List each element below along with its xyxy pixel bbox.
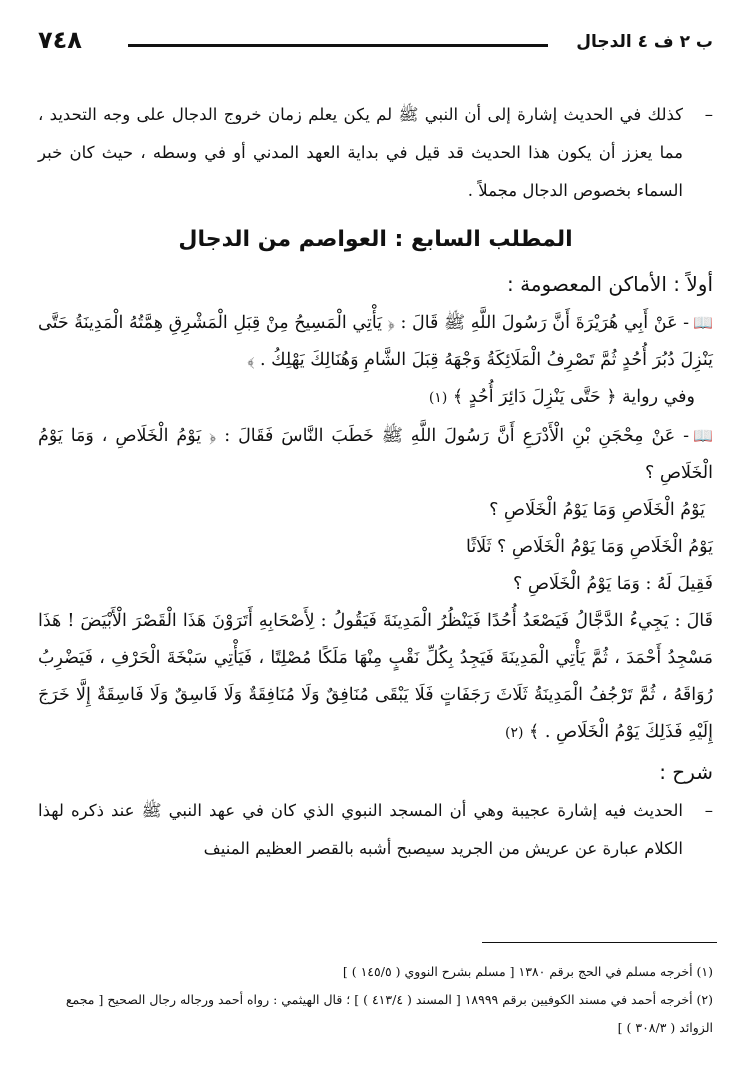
hadith-2-line-4: فَقِيلَ لَهُ : وَمَا يَوْمُ الْخَلَاصِ ؟ xyxy=(512,574,713,594)
subheading-explanation: شرح : xyxy=(659,760,713,784)
hadith-2 xyxy=(38,417,713,492)
page-number: ٧٤٨ xyxy=(38,26,82,54)
footnotes xyxy=(38,958,713,1042)
bullet-dash: – xyxy=(704,801,713,820)
hadith-2-opening: - عَنْ مِحْجَنِ بْنِ الْأَدْرَعِ أَنَّ رَسُولَ اللَّهِ ﷺ خَطَبَ النَّاسَ فَقَالَ : ﴿ يَوْمُ الْخَلَاصِ ، وَمَا يَوْمُ الْخَلَاصِ ؟ xyxy=(38,426,713,483)
footnote-ref-1: (١) xyxy=(428,390,448,406)
page-header xyxy=(38,26,713,66)
hadith-2-closing-paragraph xyxy=(38,603,713,752)
intro-paragraph xyxy=(38,96,713,210)
hadith-1 xyxy=(38,304,713,379)
book-icon: 📖 xyxy=(693,426,713,445)
explanation-text: الحديث فيه إشارة عجيبة وهي أن المسجد النبوي الذي كان في عهد النبي ﷺ عند ذكره لهذا الكلام عبارة عن عريش من الجريد سيصبح أشبه بالقصر العظيم المنيف xyxy=(38,801,683,858)
footnote-2: (٢) أخرجه أحمد في مسند الكوفيين برقم ١٨٩٩٩ [ المسند ( ٤١٣/٤ ) ] ؛ قال الهيثمي : رواه أحمد ورجاله رجال الصحيح [ مجمع الزوائد ( ٣٠٨/٣ ) ] xyxy=(65,992,713,1035)
subheading-places: أولاً : الأماكن المعصومة : xyxy=(506,272,713,296)
running-title: ب ٢ ف ٤ الدجال xyxy=(576,32,713,52)
footnote-1: (١) أخرجه مسلم في الحج برقم ١٣٨٠ [ مسلم بشرح النووي ( ١٤٥/٥ ) ] xyxy=(342,964,713,979)
footnote-separator xyxy=(482,942,717,943)
main-text xyxy=(38,96,713,868)
intro-text: كذلك في الحديث إشارة إلى أن النبي ﷺ لم يكن يعلم زمان خروج الدجال على وجه التحديد ، مما يعزز أن يكون هذا الحديث قد قيل في بداية العهد المدني أو في وسطه ، حيث كان خبر السماء بخصوص الدجال مجملاً . xyxy=(38,105,683,200)
hadith-1-variant-line xyxy=(38,379,713,417)
hadith-2-line-3: يَوْمُ الْخَلَاصِ وَمَا يَوْمُ الْخَلَاصِ ؟ ثَلَاثًا xyxy=(465,537,713,557)
header-rule xyxy=(128,44,548,47)
hadith-1-variant: وفي رواية ﴿ حَتَّى يَنْزِلَ دَائِرَ أُحُدٍ ﴾ xyxy=(452,387,695,407)
bullet-dash: – xyxy=(704,105,713,124)
book-icon: 📖 xyxy=(693,313,713,332)
hadith-2-closing: قَالَ : يَجِيءُ الدَّجَّالُ فَيَصْعَدُ أُحُدًا فَيَنْظُرُ الْمَدِينَةَ فَيَقُولُ : لِأَصْحَابِهِ أَتَرَوْنَ هَذَا الْقَصْرَ الْأَبْيَضَ ! هَذَا مَسْجِدُ أَحْمَدَ ، ثُمَّ يَأْتِي الْمَدِينَةَ فَيَجِدُ بِكُلِّ نَقْبٍ مِنْهَا مَلَكًا مُصْلِتًا ، فَيَأْتِي سَبْخَةَ الْحَرْفِ ، فَيَضْرِبُ رُوَاقَهُ ، ثُمَّ تَرْجُفُ الْمَدِينَةُ ثَلَاثَ رَجَفَاتٍ فَلَا يَبْقَى مُنَافِقٌ وَلَا مُنَافِقَةٌ وَلَا فَاسِقٌ وَلَا فَاسِقَةٌ إِلَّا خَرَجَ إِلَيْهِ فَذَلِكَ يَوْمُ الْخَلَاصِ . ﴾ xyxy=(38,611,713,742)
hadith-2-line-2: يَوْمُ الْخَلَاصِ وَمَا يَوْمُ الْخَلَاصِ ؟ xyxy=(489,500,705,520)
explanation-paragraph xyxy=(38,792,713,868)
section-title: المطلب السابع : العواصم من الدجال xyxy=(178,227,573,252)
footnote-ref-2: (٢) xyxy=(504,725,524,741)
hadith-1-text: - عَنْ أَبِي هُرَيْرَةَ أَنَّ رَسُولَ اللَّهِ ﷺ قَالَ : ﴿ يَأْتِي الْمَسِيحُ مِنْ قِبَلِ الْمَشْرِقِ هِمَّتُهُ الْمَدِينَةُ حَتَّى يَنْزِلَ دُبُرَ أُحُدٍ ثُمَّ تَصْرِفُ الْمَلَائِكَةُ وَجْهَهُ قِبَلَ الشَّامِ وَهُنَالِكَ يَهْلِكُ . ﴾ xyxy=(38,313,713,370)
